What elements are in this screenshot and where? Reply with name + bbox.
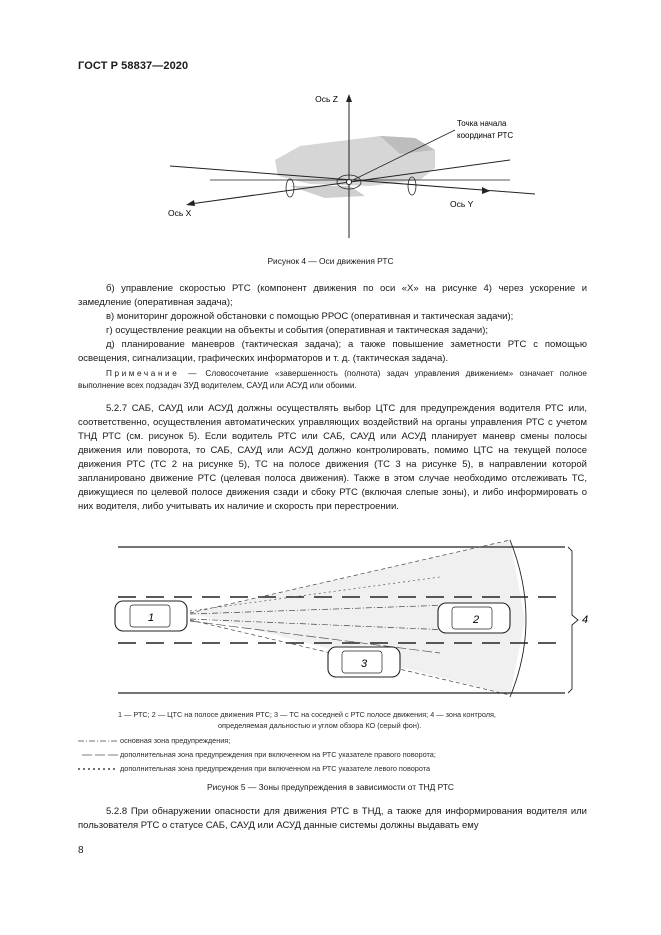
list-item-v: в) мониторинг дорожной обстановки с помощью РРОС (оперативная и тактическая задачи); [106,311,514,322]
vehicle-2-label: 2 [472,614,480,626]
legend-line-1: 1 — РТС; 2 — ЦТС на полосе движения РТС; 3 — ТС на соседней с РТС полосе движения; 4 — зона контроля, [118,710,496,719]
list-item-d: д) планирование маневров (тактическая задача); а также повышение заметности РТС с помощью освещения, сигнализации, графических информаторов и т. д. (тактическая задача). [78,339,587,364]
legend-right-zone [78,749,598,760]
figure-5-warning-zones [110,535,600,705]
vehicle-2 [438,603,510,633]
figure-4-caption: Рисунок 4 — Оси движения РТС [267,256,394,266]
x-rotation-circle [286,179,294,197]
legend-line-2: определяемая дальностью и углом обзора КО (серый фон). [218,721,422,730]
legend-left-zone-text: дополнительная зона предупреждения при включенном на РТС указателе левого поворота [120,764,431,773]
zone-4-label: 4 [582,614,589,626]
axis-y-arrow [482,187,490,194]
vehicle-3 [328,647,400,677]
section-5-2-8 [78,805,587,833]
right-zone-line-icon [78,752,118,758]
main-zone-line-icon [78,738,118,744]
legend-main-zone [78,735,598,746]
line-style-legend [78,735,598,774]
vehicle-1-label: 1 [147,612,155,624]
section-5-2-7 [78,402,587,514]
figure-5-legend [118,709,588,731]
vehicle-3-label: 3 [360,658,368,670]
axis-y-label: Ось Y [450,199,474,209]
origin-label-line2: координат РТС [457,131,514,140]
axis-x-arrow [186,200,195,206]
task-list [78,282,587,366]
legend-right-zone-text: дополнительная зона предупреждения при включенном на РТС указателе правого поворота; [120,750,436,759]
page-number: 8 [78,845,84,856]
section-5-2-8-text: 5.2.8 При обнаружении опасности для движения РТС в ТНД, а также для информирования водителя или пользователя РТС о статусе САБ, САУД или АСУД данные системы должны выдавать ему [78,806,587,831]
zone-4-brace [568,547,578,693]
origin-label-line1: Точка начала [457,119,507,128]
figure-4-axes-diagram [150,88,550,248]
note-text: Словосочетание «завершенность (полнота) задач управления движением» означает полное выполнение всех подзадач ЗУД водителем, САУД или АСУД или обоими. [78,369,587,390]
list-item-g: г) осуществление реакции на объекты и события (оперативная и тактическая задачи); [106,325,489,336]
note-block [78,368,587,391]
axis-z-label: Ось Z [315,94,338,104]
legend-main-zone-text: основная зона предупреждения; [120,736,231,745]
origin-point [347,180,352,185]
axis-z-arrow [346,94,352,102]
note-lead: Примечание — [106,369,200,378]
left-zone-line-icon [78,766,118,772]
section-5-2-7-text: 5.2.7 САБ, САУД или АСУД должны осуществлять выбор ЦТС для предупреждения водителя РТС или, соответственно, осуществления автоматических управляющих воздействий на органы управления РТС с учетом ТНД РТС (см. рисунок 5). Если водитель РТС или САБ, САУД или АСУД планирует маневр смены полосы движения или поворота, то САБ, САУД или АСУД должно контролировать, помимо ЦТС на текущей полосе движения РТС (ТС 2 на рисунке 5), ТС на полосе движения (ТС 3 на рисунке 5), в направлении которой запланировано движение РТС (целевая полоса движения). Также в этом случае необходимо отслеживать ТС, движущиеся по целевой полосе движения сзади и сбоку РТС (включая слепые зоны), и либо информировать о них водителя, либо учитывать их наличие и скорость при перестроении. [78,403,587,512]
list-item-b: б) управление скоростью РТС (компонент движения по оси «X» на рисунке 4) через ускорение и замедление (оперативная задача); [78,283,587,308]
vehicle-1 [115,601,187,631]
legend-left-zone [78,763,598,774]
document-header: ГОСТ Р 58837—2020 [78,60,189,72]
axis-x-label: Ось X [168,208,192,218]
figure-5-caption: Рисунок 5 — Зоны предупреждения в зависимости от ТНД РТС [207,782,454,792]
